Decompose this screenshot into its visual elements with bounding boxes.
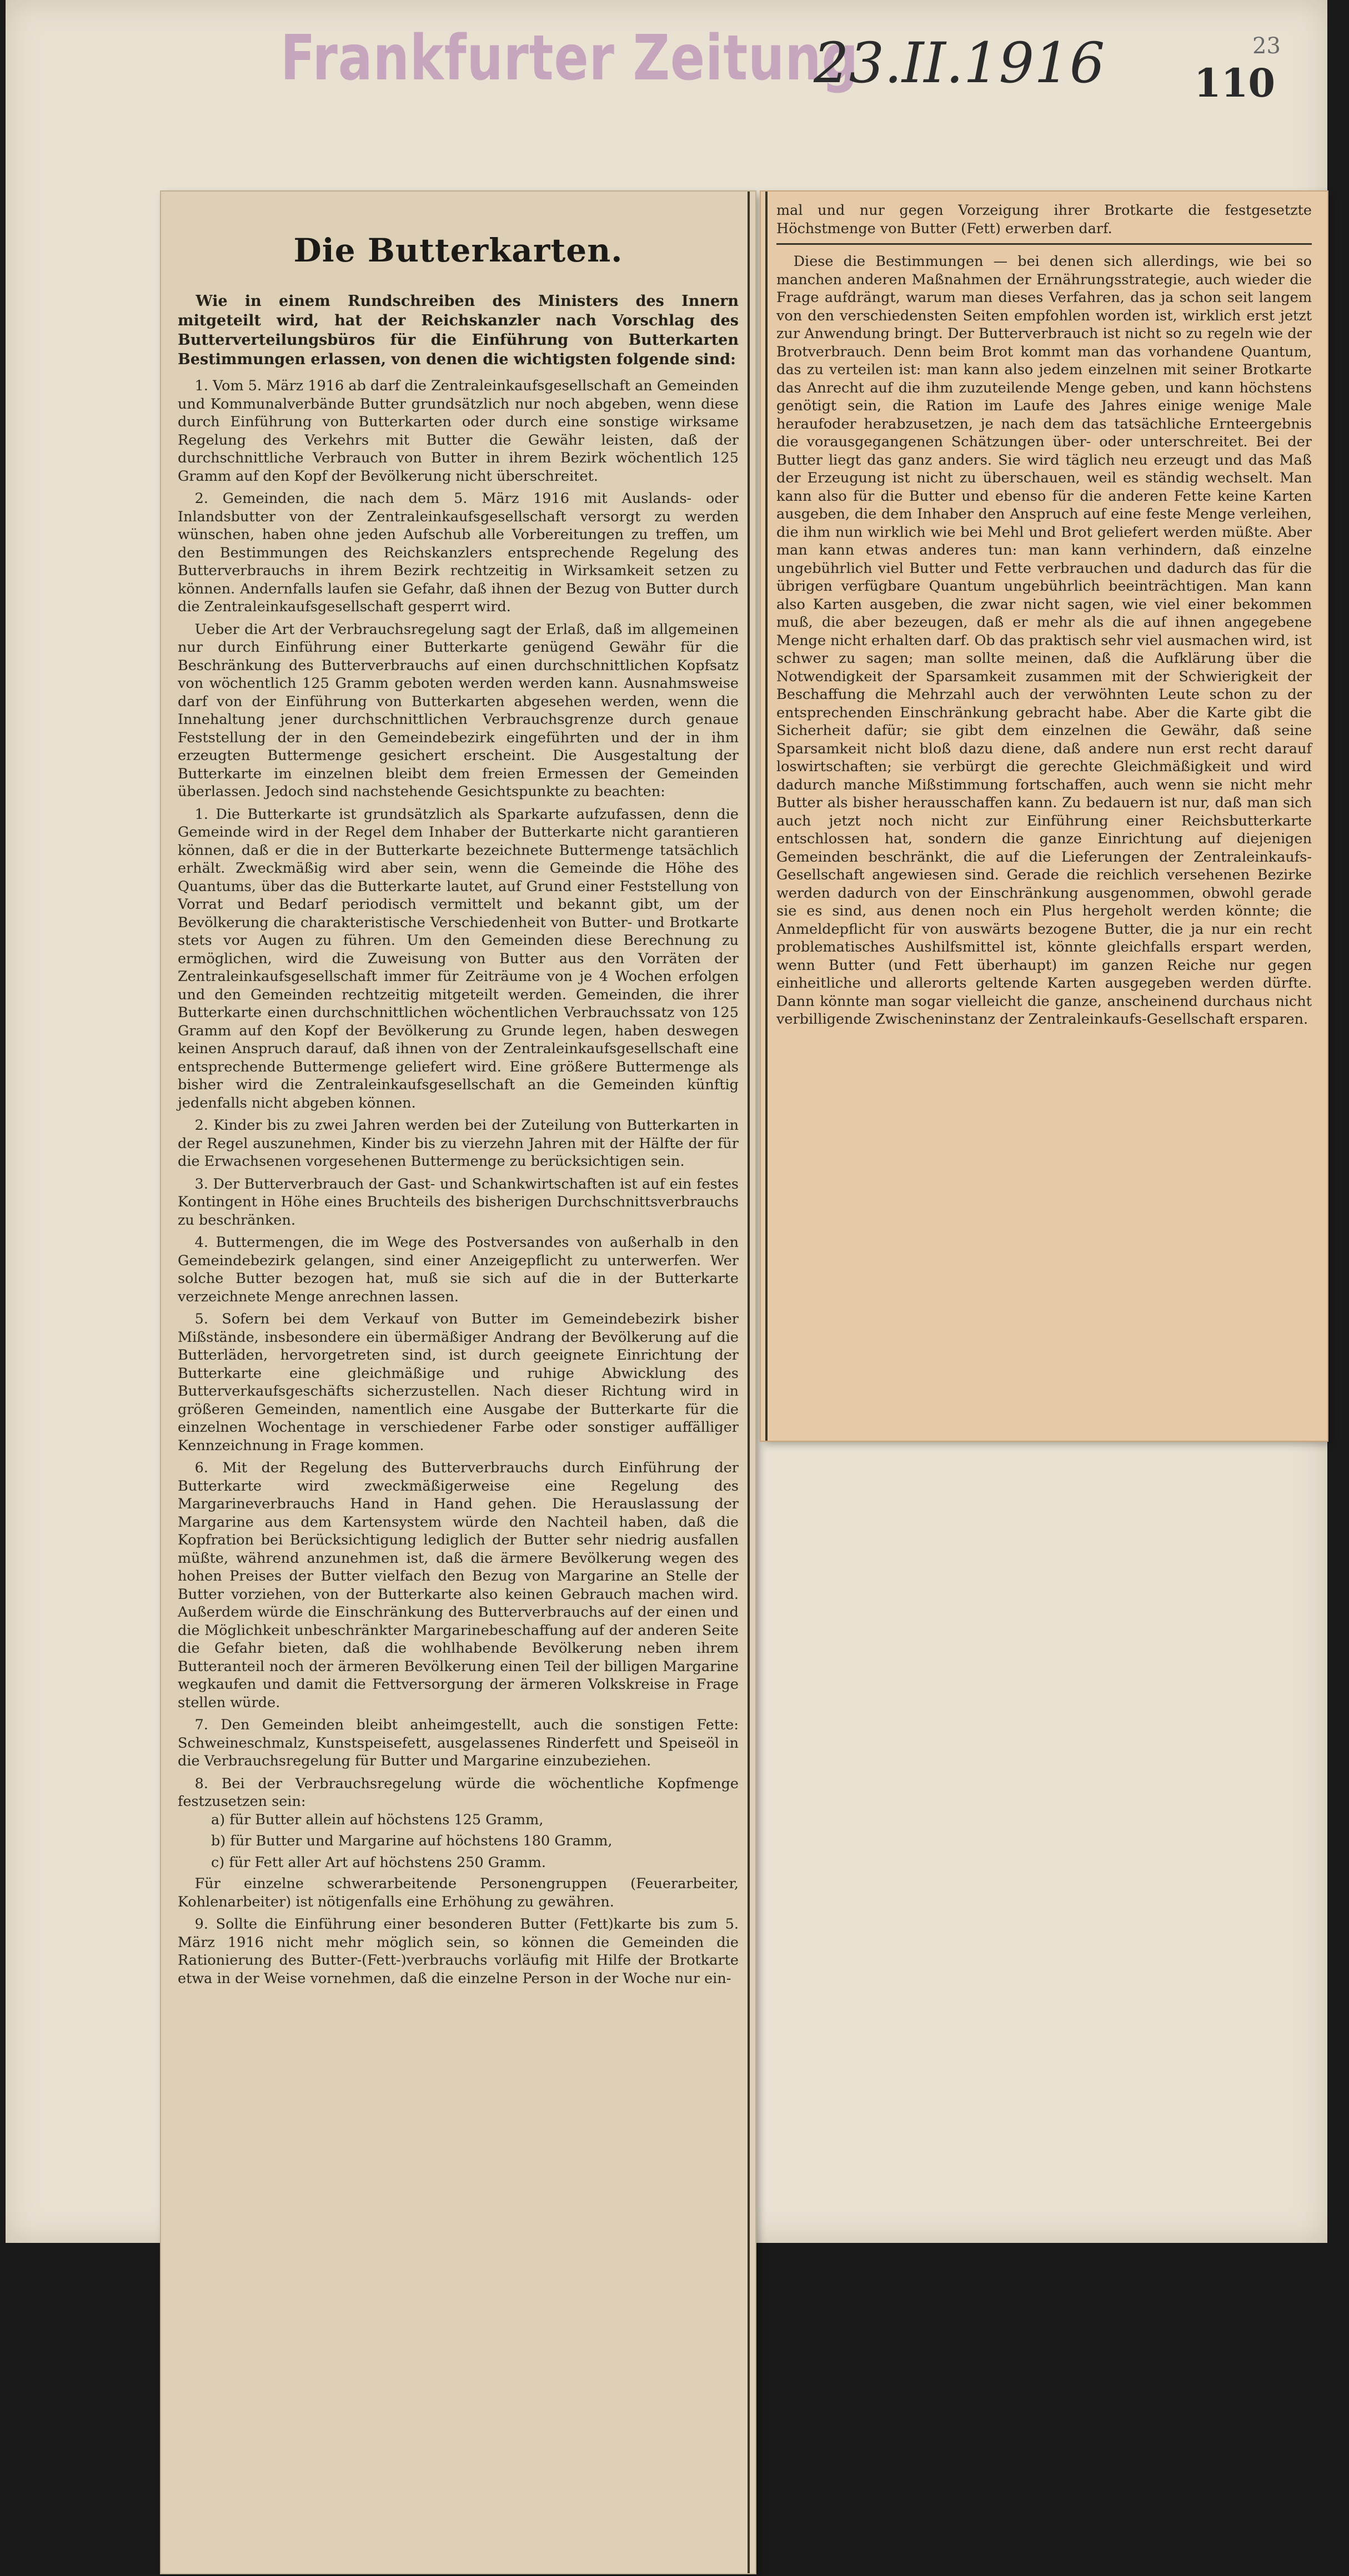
guideline-paragraph: 4. Buttermengen, die im Wege des Postversandes von außerhalb in den Gemeindebezirk gelangen, sind einer Anzeigepflicht zu unterwerfen. Wer solche Butter bezogen hat, muß sie sich auf die in der Butterkarte verzeichnete Menge anrechnen lassen. xyxy=(178,1234,739,1305)
article-paragraph: 2. Gemeinden, die nach dem 5. März 1916 mit Auslands- oder Inlandsbutter von der Zentraleinkaufsgesellschaft versorgt zu werden wünschen, haben ohne jeden Aufschub alle Vorbereitungen zu treffen, um den Bestimmungen des Reichskanzlers entsprechende Regelung des Butterverbrauchs in ihrem Bezirk rechtzeitig in Wirksamkeit setzen zu können. Andernfalls laufen sie Gefahr, daß ihnen der Bezug von Butter durch die Zentraleinkaufsgesellschaft gesperrt wird. xyxy=(178,490,739,615)
handwritten-date: 23.II.1916 xyxy=(814,31,1105,95)
clipping-continuation-column xyxy=(761,192,1327,1441)
article-headline: Die Butterkarten. xyxy=(293,232,623,269)
guideline-paragraph: 8. Bei der Verbrauchsregelung würde die wöchentliche Kopfmenge festzusetzen sein: xyxy=(178,1775,739,1810)
page-number: 110 xyxy=(1194,60,1276,106)
guideline-paragraph: 2. Kinder bis zu zwei Jahren werden bei der Zuteilung von Butterkarten in der Regel auszunehmen, Kinder bis zu vierzehn Jahren mit der Hälfte der für die Erwachsenen vorgesehenen Buttermenge zu berücksichtigen sein. xyxy=(178,1117,739,1170)
quantities-note: Für einzelne schwerarbeitende Personengruppen (Feuerarbeiter, Kohlenarbeiter) ist nötigenfalls eine Erhöhung zu gewähren. xyxy=(178,1875,739,1910)
article-lead: Wie in einem Rundschreiben des Ministers des Innern mitgeteilt wird, hat der Reichskanzler nach Vorschlag des Butterverteilungsbüros für die Einführung von Butterkarten Bestimmungen erlassen, von denen die wichtigsten folgende sind: xyxy=(178,293,739,368)
quantity-item: a) für Butter allein auf höchstens 125 Gramm, xyxy=(211,1811,544,1828)
guideline-paragraph: 5. Sofern bei dem Verkauf von Butter im Gemeindebezirk bisher Mißstände, insbesondere ein übermäßiger Andrang der Bevölkerung auf die Butterläden, hervorgetreten sind, ist durch geeignete Einrichtung der Butterkarte eine gleichmäßige und ruhige Abwicklung des Butterverkaufsgeschäfts sicherzustellen. Nach dieser Richtung wird in größeren Gemeinden, namentlich eine Ausgabe der Butterkarte für die einzelnen Wochentage in verschiedener Farbe oder sonstiger auffälliger Kennzeichnung in Frage kommen. xyxy=(178,1311,739,1454)
continuation-top: mal und nur gegen Vorzeigung ihrer Brotkarte die festgesetzte Höchstmenge von Butter (Fett) erwerben darf. xyxy=(776,202,1312,237)
article-paragraph: 1. Vom 5. März 1916 ab darf die Zentraleinkaufsgesellschaft an Gemeinden und Kommunalverbände Butter grundsätzlich nur noch abgeben, wenn diese durch Einführung von Butterkarten oder durch eine sonstige wirksame Regelung des Verkehrs mit Butter die Gewähr leisten, daß der durchschnittliche Verbrauch von Butter in ihrem Bezirk wöchentlich 125 Gramm auf den Kopf der Bevölkerung nicht überschreitet. xyxy=(178,378,739,485)
section-divider xyxy=(776,243,1312,245)
page-superscript: 23 xyxy=(1252,33,1281,59)
closing-paragraph: 9. Sollte die Einführung einer besonderen Butter (Fett)karte bis zum 5. März 1916 nicht mehr möglich sein, so können die Gemeinden die Rationierung des Butter-(Fett-)verbrauchs vorläufig mit Hilfe der Brotkarte etwa in der Weise vornehmen, daß die einzelne Person in der Woche nur ein- xyxy=(178,1916,739,1987)
continuation-paragraph: Diese die Bestimmungen — bei denen sich allerdings, wie bei so manchen anderen Maßnahmen der Ernährungsstrategie, auch wieder die Frage aufdrängt, warum man dieses Verfahren, das ja schon seit langem von den verschiedensten Seiten empfohlen worden ist, wirklich erst jetzt zur Anwendung bringt. Der Butterverbrauch ist nicht so zu regeln wie der Brotverbrauch. Denn beim Brot kommt man das vorhandene Quantum, das zu verteilen ist: man kann also jedem einzelnen mit seiner Brotkarte das Anrecht auf die ihm zuzuteilende Menge geben, und kann höchstens genötigt sein, die Ration im Laufe des Jahres einige wenige Male heraufoder herabzusetzen, je nach dem das tatsächliche Ernteergebnis die vorausgegangenen Schätzungen über- oder unterschreitet. Bei der Butter liegt das ganz anders. Sie wird täglich neu erzeugt und das Maß der Erzeugung ist nicht zu überschauen, weil es ständig wechselt. Man kann also für die Butter und ebenso für die anderen Fette keine Karten ausgeben, die dem Inhaber den Anspruch auf eine feste Menge verleihen, die ihm nun wirklich wie bei Mehl und Brot geliefert werden müßte. Aber man kann etwas anderes tun: man kann verhindern, daß einzelne ungebührlich viel Butter und Fette verbrauchen und dadurch das für die übrigen verfügbare Quantum ungebührlich beeinträchtigen. Man kann also Karten ausgeben, die zwar nicht sagen, wie viel einer bekommen muß, die aber bezeugen, daß er mehr als die auf ihnen angegebene Menge nicht erhalten darf. Ob das praktisch sehr viel ausmachen wird, ist schwer zu sagen; man sollte meinen, daß die Aufklärung über die Notwendigkeit der Sparsamkeit zusammen mit der Schwierigkeit der Beschaffung die Mehrzahl auch der verwöhnten Leute schon zu der entsprechenden Einschränkung gebracht habe. Aber die Karte gibt die Sicherheit dafür; sie gibt dem einzelnen die Gewähr, daß seine Sparsamkeit nicht bloß dazu diene, daß andere nun erst recht darauf loswirtschaften; sie verbürgt die gerechte Gleichmäßigkeit und wird dadurch manche Mißstimmung fortschaffen, auch wenn sie nicht mehr Butter als bisher herausschaffen kann. Zu bedauern ist nur, daß man sich auch jetzt noch nicht zur Einführung einer Reichsbutterkarte entschlossen hat, sondern die ganze Einrichtung auf diejenigen Gemeinden beschränkt, die auf die Lieferungen der Zentraleinkaufs-Gesellschaft angewiesen sind. Gerade die reichlich versehenen Bezirke werden dadurch von der Einschränkung ausgenommen, obwohl gerade sie es sind, aus denen noch ein Plus hergeholt werden könnte; die Anmeldepflicht für von auswärts bezogene Butter, die ja nur ein recht problematisches Aushilfsmittel ist, könnte gleichfalls erspart werden, wenn Butter (und Fett überhaupt) im ganzen Reiche nur gegen einheitliche und allerorts geltende Karten ausgegeben werden dürfte. Dann könnte man sogar vielleicht die ganze, anscheinend durchaus nicht verbilligende Zwischeninstanz der Zentraleinkaufs-Gesellschaft ersparen. xyxy=(776,253,1312,1028)
clipping-main-column xyxy=(161,192,755,2573)
column-rule xyxy=(765,192,768,1441)
guideline-paragraph: 7. Den Gemeinden bleibt anheimgestellt, auch die sonstigen Fette: Schweineschmalz, Kunstspeisefett, ausgelassenes Rinderfett und Speiseöl in die Verbrauchsregelung für Butter und Margarine einzubeziehen. xyxy=(178,1717,739,1769)
newspaper-stamp: Frankfurter Zeitung xyxy=(280,22,859,94)
quantity-item: c) für Fett aller Art auf höchstens 250 Gramm. xyxy=(211,1854,546,1871)
quantity-item: b) für Butter und Margarine auf höchstens 180 Gramm, xyxy=(211,1833,613,1849)
column-rule xyxy=(748,192,750,2573)
article-paragraph: Ueber die Art der Verbrauchsregelung sagt der Erlaß, daß im allgemeinen nur durch Einführung einer Butterkarte genügend Gewähr für die Beschränkung des Butterverbrauchs auf einen durchschnittlichen Kopfsatz von wöchentlich 125 Gramm geboten werden werden kann. Ausnahmsweise darf von der Einführung von Butterkarten abgesehen werden, wenn die Innehaltung jener durchschnittlichen Verbrauchsgrenze durch genaue Feststellung der in den Gemeindebezirk eingeführten und der in ihm erzeugten Buttermenge gesichert erscheint. Die Ausgestaltung der Butterkarte im einzelnen bleibt dem freien Ermessen der Gemeinden überlassen. Jedoch sind nachstehende Gesichtspunkte zu beachten: xyxy=(178,621,739,800)
guideline-paragraph: 3. Der Butterverbrauch der Gast- und Schankwirtschaften ist auf ein festes Kontingent in Höhe eines Bruchteils des bisherigen Durchschnittsverbrauchs zu beschränken. xyxy=(178,1175,739,1229)
guideline-paragraph: 1. Die Butterkarte ist grundsätzlich als Sparkarte aufzufassen, denn die Gemeinde wird in der Regel dem Inhaber der Butterkarte nicht garantieren können, daß er die in der Butterkarte bezeichnete Buttermenge tatsächlich erhält. Zweckmäßig wird aber sein, wenn die Gemeinde die Höhe des Quantums, über das die Butterkarte lautet, auf Grund einer Feststellung von Vorrat und Bedarf periodisch vermittelt und bekannt gibt, um der Bevölkerung die charakteristische Verschiedenheit von Butter- und Brotkarte stets vor Augen zu führen. Um den Gemeinden diese Berechnung zu ermöglichen, wird die Zuweisung von Butter aus den Vorräten der Zentraleinkaufsgesellschaft immer für Zeiträume von je 4 Wochen erfolgen und den Gemeinden rechtzeitig mitgeteilt werden. Gemeinden, die ihrer Butterkarte einen durchschnittlichen wöchentlichen Verbrauchssatz von 125 Gramm auf den Kopf der Bevölkerung zu Grunde legen, haben deswegen keinen Anspruch darauf, daß ihnen von der Zentraleinkaufsgesellschaft eine entsprechende Buttermenge geliefert wird. Eine größere Buttermenge als bisher wird die Zentraleinkaufsgesellschaft an die Gemeinden künftig jedenfalls nicht abgeben können. xyxy=(178,806,739,1111)
guideline-paragraph: 6. Mit der Regelung des Butterverbrauchs durch Einführung der Butterkarte wird zweckmäßigerweise eine Regelung des Margarineverbrauchs Hand in Hand gehen. Die Herauslassung der Margarine aus dem Kartensystem würde den Nachteil haben, daß die Kopfration bei Berücksichtigung lediglich der Butter sehr niedrig ausfallen müßte, während anzunehmen ist, daß die ärmere Bevölkerung wegen des hohen Preises der Butter vielfach den Bezug von Margarine an Stelle der Butter vorziehen, von der Butterkarte also keinen Gebrauch machen wird. Außerdem würde die Einschränkung des Butterverbrauchs auf der einen und die Möglichkeit unbeschränkter Margarinebeschaffung auf der anderen Seite die Gefahr bieten, daß die wohlhabende Bevölkerung neben ihrem Butteranteil noch der ärmeren Bevölkerung einen Teil der billigen Margarine wegkaufen und damit die Fettversorgung der ärmeren Volkskreise in Frage stellen würde. xyxy=(178,1460,739,1711)
